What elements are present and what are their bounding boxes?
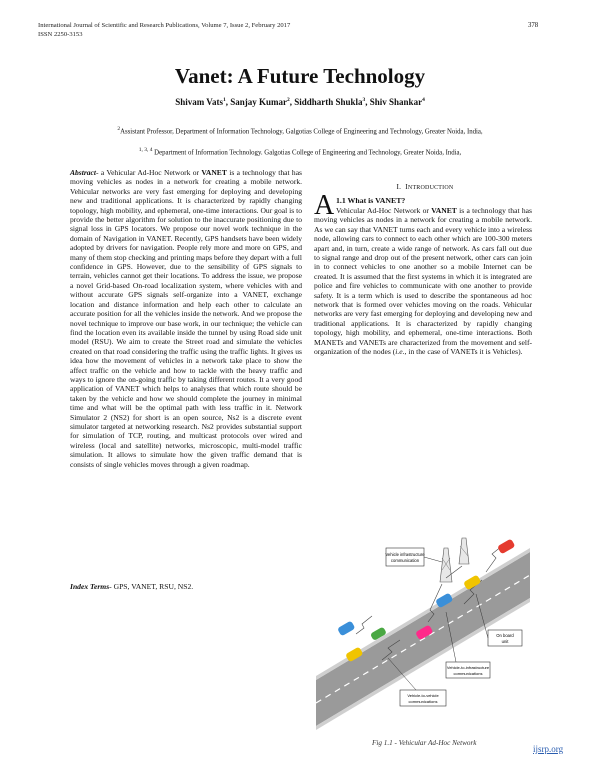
label-onboard-line2: unit bbox=[501, 639, 509, 644]
author-name: Shivam Vats bbox=[175, 97, 223, 107]
index-terms-label: Index Terms bbox=[70, 582, 110, 591]
label-v2i bbox=[446, 662, 490, 678]
drop-cap: A bbox=[314, 190, 335, 221]
affiliation-sup: 1, 3, 4 bbox=[138, 147, 153, 153]
paper-title: Vanet: A Future Technology bbox=[174, 64, 426, 88]
label-infrastructure-line2: communication bbox=[390, 558, 420, 563]
intro-paragraph bbox=[314, 206, 532, 357]
section-title-rest: NTRODUCTION bbox=[407, 185, 454, 191]
intro-ie: i.e. bbox=[395, 347, 405, 357]
abstract-label: Abstract bbox=[70, 168, 96, 177]
footer-link[interactable]: ijsrp.org bbox=[533, 744, 564, 754]
author-sup: 1 bbox=[222, 97, 226, 103]
author-list: Shivam Vats$^1$, Sanjay Kumar$^2$, Siddharth Shukla$^3$, Shiv Shankar$^4$ bbox=[175, 97, 425, 107]
affiliation-text: Assistant Professor, Department of Information Technology, Galgotias College of Engineering and Technology, Greater Noida, India, bbox=[120, 128, 483, 136]
index-terms-text: - GPS, VANET, RSU, NS2. bbox=[109, 582, 194, 591]
label-v2v-line2: communications bbox=[408, 699, 438, 704]
label-infrastructure-line1: Vehicle infrastructure bbox=[385, 552, 425, 557]
affiliation-1 bbox=[80, 125, 520, 137]
abstract-lead: - a Vehicular Ad-Hoc Network or bbox=[96, 168, 202, 177]
affiliation-sup: 2 bbox=[117, 126, 121, 132]
index-terms bbox=[70, 582, 302, 591]
section-title-first: I bbox=[405, 182, 408, 191]
author-sup: 3 bbox=[362, 97, 366, 103]
intro-bold: VANET bbox=[431, 206, 457, 215]
section-heading bbox=[310, 182, 540, 191]
vanet-figure bbox=[316, 512, 530, 734]
label-v2i-line2: communications bbox=[453, 671, 483, 676]
author-name: Sanjay Kumar bbox=[230, 97, 287, 107]
affiliation-text: Department of Information Technology. Galgotias College of Engineering and Technology, Greater Noida, India, bbox=[154, 149, 462, 157]
figure-caption: Fig 1.1 - Vehicular Ad-Hoc Network bbox=[372, 739, 477, 747]
intro-end: , in the case of VANETs it is Vehicles). bbox=[404, 347, 523, 357]
section-number: I. bbox=[396, 182, 402, 191]
author-name: Siddharth Shukla bbox=[294, 97, 363, 107]
label-v2i-line1: Vehicle-to-infrastructure bbox=[446, 665, 490, 670]
journal-header bbox=[38, 22, 290, 39]
author-sup: 2 bbox=[286, 97, 290, 103]
author-sup: 4 bbox=[422, 97, 425, 103]
label-v2v-line1: Vehicle-to-vehicle bbox=[407, 693, 439, 698]
intro-body: is a technology that has moving vehicles as nodes in a network for creating a mobile network. As we can say that VANET turns each and every vehicle into a wireless node, allowing cars to connect to each other which are 100-300 meters apart and, in turn, create a wide range of network. As cars fall out due to signal range and drop out of the present network, other cars can join in to connect vehicles to one another so a mobile Internet can be created. It is assumed that the first systems in which it is integrated are police and fire vehicles to communicate with one another to provide safety. It is a term which is used to describe the spontaneous ad hoc network that is formed over vehicles moving on the roads. Vehicular networks are very fast emerging for deploying and developing new and traditional applications. It is characterized by rapidly changing topology, high mobility, and ephemeral, one-time interactions. Both MANETs and VANETs are characterized from the movement and self-organization of the nodes ( bbox=[314, 206, 532, 357]
author-name: Shiv Shankar bbox=[369, 97, 423, 107]
abstract-body: is a technology that has moving vehicles as nodes in a network for creating a mobile network. Vehicular networks are very fast emerging for deploying and developing new and traditional applications. It is characterized by rapidly changing topology, high mobility, and ephemeral, one-time interactions. Our goal is to provide the better algorithm for solution to the inaccurate positioning due to signal loss in GPS locators. We propose our novel work technique in the domain of Navigation in VANET. Recently, GPS handsets have been widely adopted by drivers for navigation. People rely more and more on GPS, and many of them stop checking and printing maps before they depart with a full confidence in GPS. However, due to the sensibility of GPS signals to terrain, vehicles cannot get their locations. To address the issue, we propose a novel Grid-based On-road localization system, where vehicles with and without accurate GPS signals self-organize into a VANET, exchange location and distance information and help each other to calculate an accurate position for all the vehicles inside the network. And we propose the novel technique to improve our base work, in our technique; the vehicle can find the location even its available inside the tunnel by using Road side unit model (RSU). We aim to create the Street road and simulate the vehicles created on that road considering the traffic using the traffic lights. It gives us idea how the movement of vehicles in a network take place to show the affect traffic on the vehicle and how to tackle with the heavy traffic and ways to ignore the on-going traffic by taking different routes. It a very good application of VANET which helps to analyses that which route should be taken by the vehicle and how we should complete the journey in minimal time and what will be the optimal path with less traffic in it. Network Simulator 2 (NS2) for short is an open source, Ns2 is a discrete event simulator targeted at networking research. Ns2 provides substantial support for simulation of TCP, routing, and multicast protocols over wired and wireless (local and satellite) networks, microscopic, multi-model traffic simulation. It allows to simulate how the given traffic demand that is consists of single vehicles moves through a given roadmap. bbox=[70, 168, 302, 469]
issn: ISSN 2250-3153 bbox=[38, 30, 83, 38]
label-infrastructure bbox=[385, 548, 425, 566]
label-onboard-line1: On board bbox=[496, 633, 514, 638]
page-number: 378 bbox=[528, 22, 539, 29]
label-onboard-unit bbox=[488, 630, 522, 646]
journal-name: International Journal of Scientific and Research Publications, Volume 7, Issue 2, February 2017 bbox=[38, 22, 291, 29]
abstract-bold: VANET bbox=[201, 168, 227, 177]
label-v2v bbox=[400, 690, 446, 706]
subsection-heading: 1.1 What is VANET? bbox=[336, 196, 406, 205]
affiliation-2 bbox=[40, 146, 560, 158]
abstract bbox=[70, 168, 302, 469]
intro-lead: Vehicular Ad-Hoc Network or bbox=[336, 206, 432, 215]
